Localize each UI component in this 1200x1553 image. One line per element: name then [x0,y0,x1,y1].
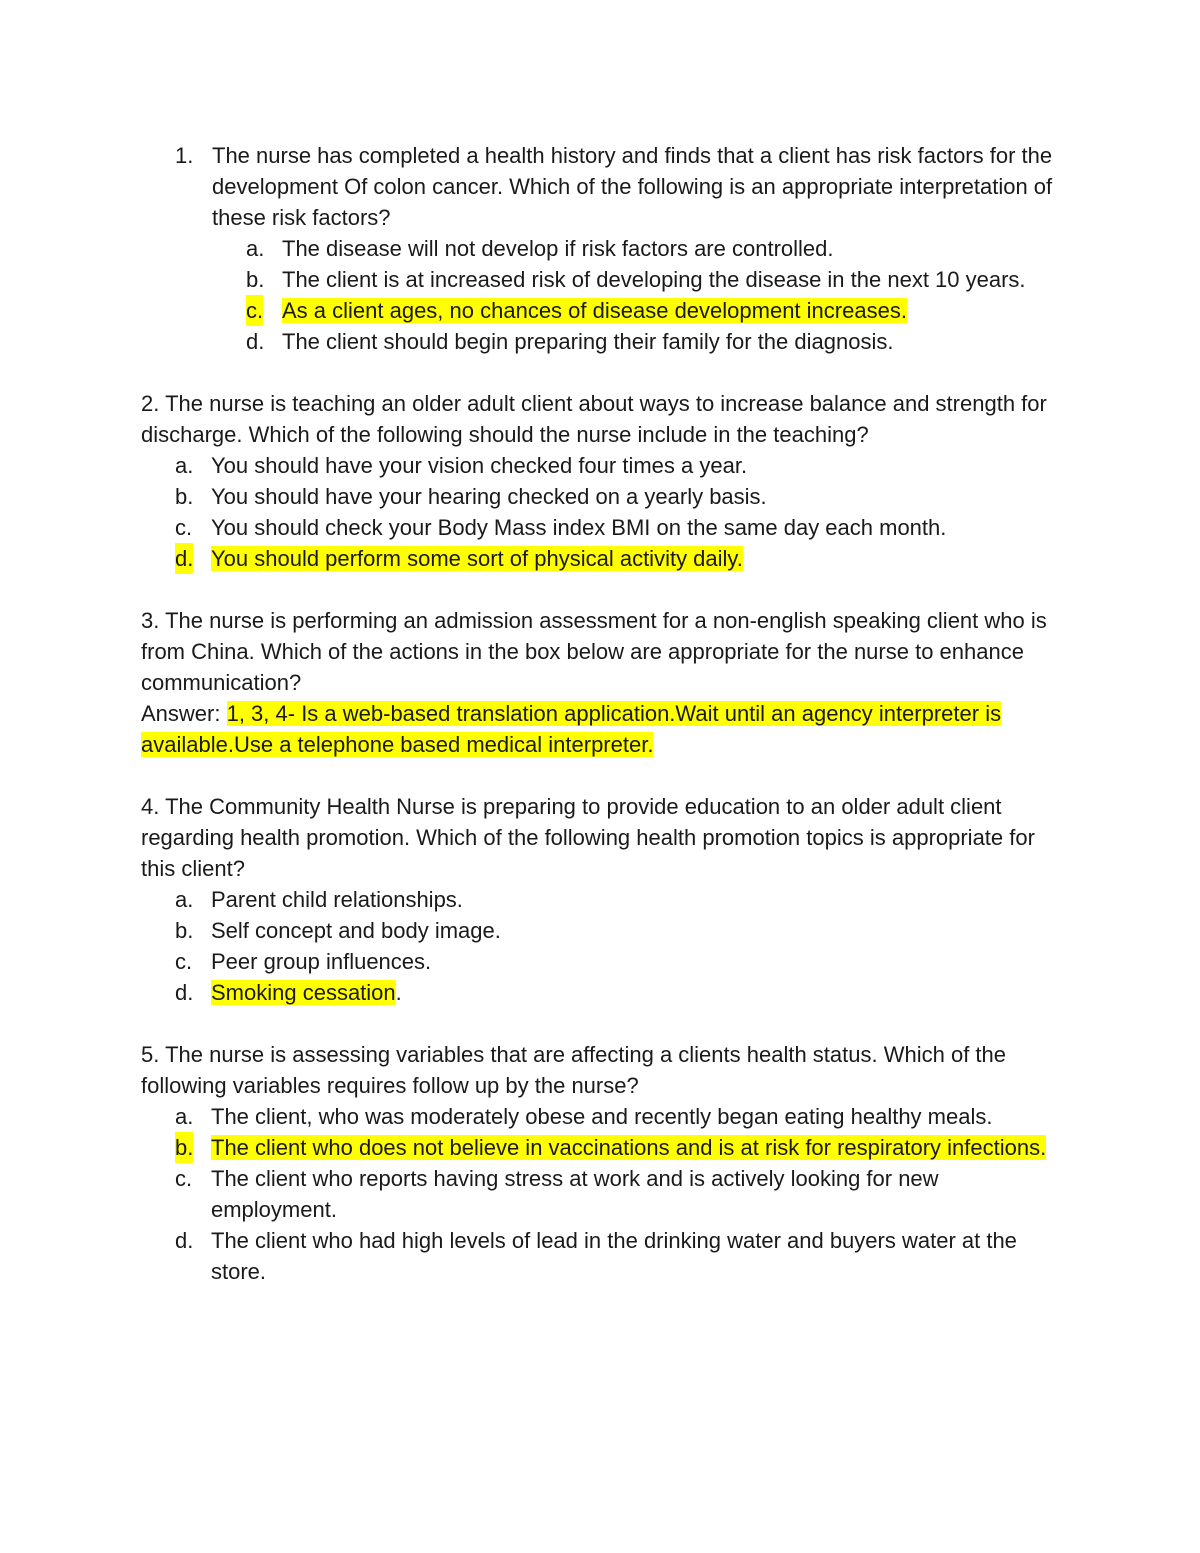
option-text: The client who reports having stress at work and is actively looking for new employment. [211,1166,939,1222]
question-3-number: 3. [141,608,160,633]
question-1-options [141,233,1061,357]
option-text: Smoking cessation [211,980,396,1005]
option-letter: b. [246,267,265,292]
question-2-stem-block [141,388,1061,450]
option-letter: b. [175,918,194,943]
option-text: The client who had high levels of lead in the drinking water and buyers water at the store. [211,1228,1017,1284]
question-4 [141,791,1061,1008]
option-text: The client, who was moderately obese and recently began eating healthy meals. [211,1104,993,1129]
question-5-options [141,1101,1061,1287]
option-letter: a. [175,453,194,478]
option-text: You should perform some sort of physical activity daily. [211,546,743,571]
option-letter: d. [175,980,194,1005]
question-2 [141,388,1061,574]
option-text: The disease will not develop if risk factors are controlled. [282,236,834,261]
question-2-number: 2. [141,391,160,416]
option-suffix: . [395,980,402,1005]
option-letter: d. [175,1228,194,1253]
option-text: Peer group influences. [211,949,432,974]
question-5-option-a [141,1101,1061,1132]
question-4-option-c [141,946,1061,977]
question-4-options [141,884,1061,1008]
question-2-options [141,450,1061,574]
question-1-option-c [141,295,1061,326]
question-1-option-b [141,264,1061,295]
option-text: You should have your hearing checked on a yearly basis. [211,484,767,509]
question-2-option-a [141,450,1061,481]
option-text: You should have your vision checked four times a year. [211,453,748,478]
option-text: The client should begin preparing their family for the diagnosis. [282,329,894,354]
option-letter: d. [246,329,265,354]
option-text: The client is at increased risk of developing the disease in the next 10 years. [282,267,1026,292]
option-letter: c. [246,295,263,326]
option-text: Self concept and body image. [211,918,501,943]
option-letter: b. [175,484,194,509]
question-5-option-d [141,1225,1061,1287]
document-content [141,140,1061,1318]
option-text: As a client ages, no chances of disease development increases. [282,298,907,323]
option-letter: c. [175,1166,193,1191]
option-letter: c. [175,515,193,540]
question-2-option-c [141,512,1061,543]
question-5-stem: The nurse is assessing variables that are affecting a clients health status. Which of the following variables requires follow up by the nurse? [141,1042,1007,1098]
option-letter: a. [175,887,194,912]
question-4-option-a [141,884,1061,915]
question-2-stem: The nurse is teaching an older adult client about ways to increase balance and strength for discharge. Which of the following should the nurse include in the teaching? [141,391,1047,447]
question-4-option-b [141,915,1061,946]
question-3-answer [141,698,1061,760]
question-4-number: 4. [141,794,160,819]
question-1 [141,140,1061,357]
question-2-option-b [141,481,1061,512]
question-3 [141,605,1061,760]
option-letter: a. [246,236,265,261]
answer-label: Answer: [141,701,227,726]
option-letter: b. [175,1132,193,1163]
question-5-option-c [141,1163,1061,1225]
question-5 [141,1039,1061,1287]
question-2-option-d [141,543,1061,574]
question-4-option-d [141,977,1061,1008]
question-5-number: 5. [141,1042,160,1067]
question-1-option-a [141,233,1061,264]
question-1-stem: The nurse has completed a health history and finds that a client has risk factors for the development Of colon cancer. Which of the following is an appropriate interpretation of these risk factors? [212,143,1053,230]
question-5-stem-block [141,1039,1061,1101]
option-letter: c. [175,949,193,974]
question-4-stem-block [141,791,1061,884]
option-text: You should check your Body Mass index BMI on the same day each month. [211,515,947,540]
option-letter: d. [175,543,193,574]
question-1-option-d [141,326,1061,357]
option-letter: a. [175,1104,194,1129]
question-4-stem: The Community Health Nurse is preparing to provide education to an older adult client regarding health promotion. Which of the following health promotion topics is appropriate for this client? [141,794,1035,881]
question-1-number: 1. [175,143,194,168]
option-text: Parent child relationships. [211,887,463,912]
question-3-stem: The nurse is performing an admission assessment for a non-english speaking client who is from China. Which of the actions in the box below are appropriate for the nurse to enhance communication? [141,608,1047,695]
option-text: The client who does not believe in vaccinations and is at risk for respiratory infections. [211,1135,1047,1160]
answer-text: 1, 3, 4- Is a web-based translation application.Wait until an agency interpreter is available.Use a telephone based medical interpreter. [141,701,1002,757]
question-3-stem-block [141,605,1061,698]
question-5-option-b [141,1132,1061,1163]
question-1-stem-block [141,140,1061,233]
